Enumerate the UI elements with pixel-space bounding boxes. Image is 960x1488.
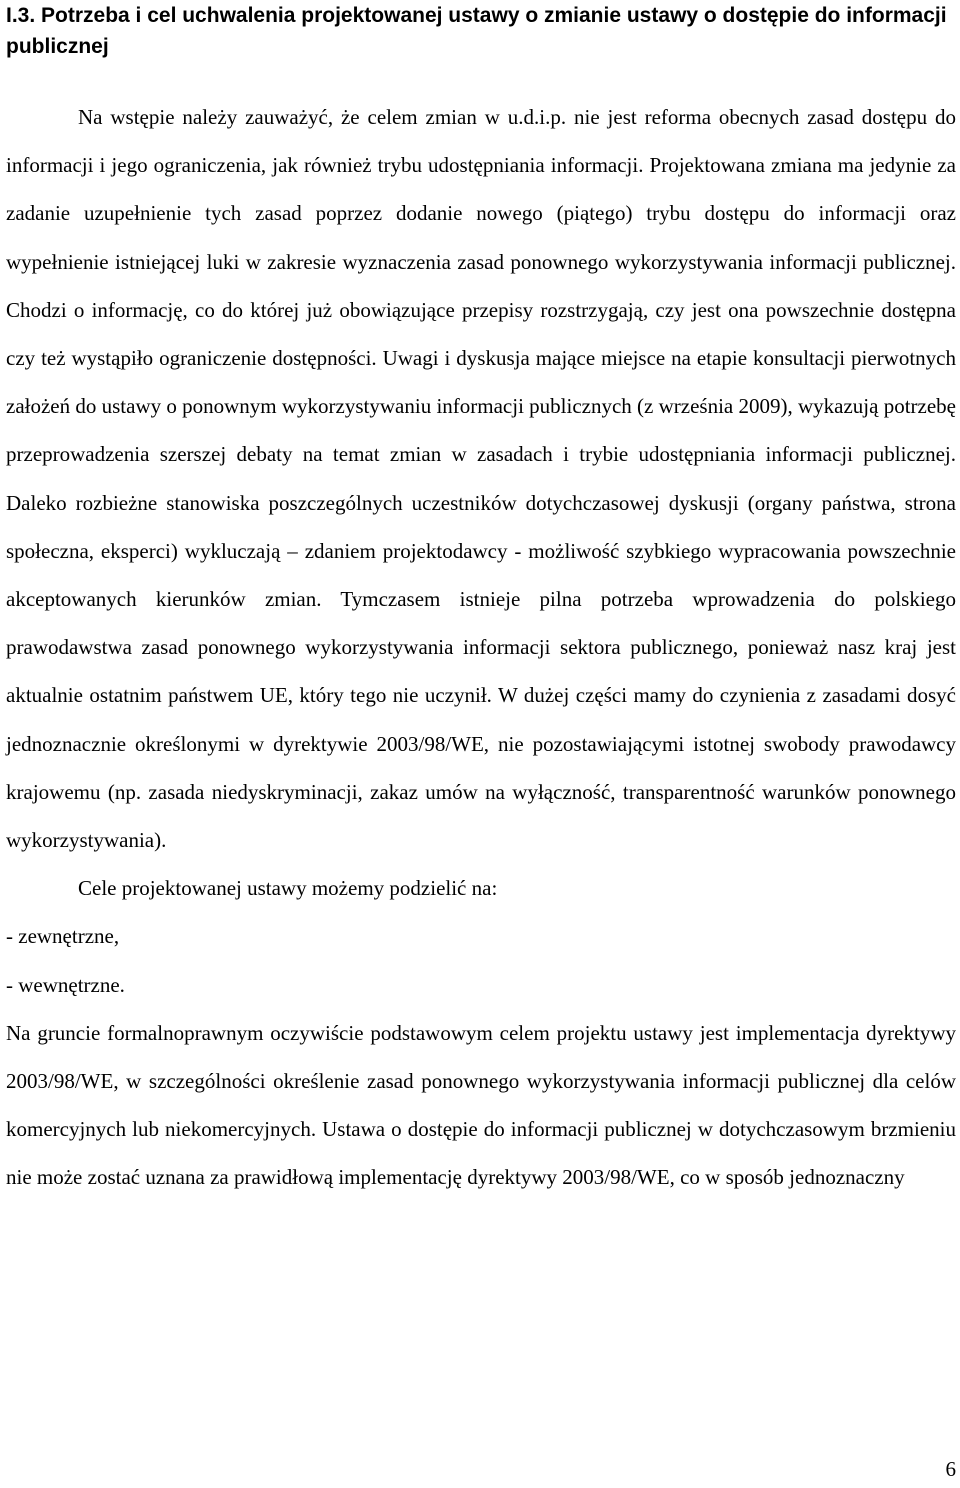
paragraph-implementation: Na gruncie formalnoprawnym oczywiście podstawowym celem projektu ustawy jest implementacja dyrektywy 2003/98/WE, w szczególności określenie zasad ponownego wykorzystywania informacji publicznej dla celów komercyjnych lub niekomercyjnych. Ustawa o dostępie do informacji publicznej w dotychczasowym brzmieniu nie może zostać uznana za prawidłową implementację dyrektywy 2003/98/WE, co w sposób jednoznaczny	[6, 1020, 956, 1190]
section-heading: I.3. Potrzeba i cel uchwalenia projektowanej ustawy o zmianie ustawy o dostępie do informacji publicznej	[6, 4, 947, 58]
paragraph-goals: Cele projektowanej ustawy możemy podzielić na:	[78, 876, 498, 901]
list-item-internal: - wewnętrzne.	[6, 972, 125, 997]
body-text	[6, 93, 956, 1202]
list-item-external: - zewnętrzne,	[6, 924, 120, 949]
paragraph-intro: Na wstępie należy zauważyć, że celem zmian w u.d.i.p. nie jest reforma obecnych zasad dostępu do informacji i jego ograniczenia, jak również trybu udostępniania informacji. Projektowana zmiana ma jedynie za zadanie uzupełnienie tych zasad poprzez dodanie nowego (piątego) trybu dostępu do informacji oraz wypełnienie istniejącej luki w zakresie wyznaczenia zasad ponownego wykorzystywania informacji publicznej. Chodzi o informację, co do której już obowiązujące przepisy rozstrzygają, czy jest ona powszechnie dostępna czy też wystąpiło ograniczenie dostępności. Uwagi i dyskusja mające miejsce na etapie konsultacji pierwotnych założeń do ustawy o ponownym wykorzystywaniu informacji publicznych (z września 2009), wykazują potrzebę przeprowadzenia szerszej debaty na temat zmian w zasadach i trybie udostępniania informacji publicznej. Daleko rozbieżne stanowiska poszczególnych uczestników dotychczasowej dyskusji (organy państwa, strona społeczna, eksperci) wykluczają – zdaniem projektodawcy - możliwość szybkiego wypracowania powszechnie akceptowanych kierunków zmian. Tymczasem istnieje pilna potrzeba wprowadzenia do polskiego prawodawstwa zasad ponownego wykorzystywania informacji sektora publicznego, ponieważ nasz kraj jest aktualnie ostatnim państwem UE, który tego nie uczynił. W dużej części mamy do czynienia z zasadami dosyć jednoznacznie określonymi w dyrektywie 2003/98/WE, nie pozostawiającymi istotnej swobody prawodawcy krajowemu (np. zasada niedyskryminacji, zakaz umów na wyłączność, transparentność warunków ponownego wykorzystywania).	[6, 105, 956, 853]
page-number: 6	[945, 1457, 956, 1481]
